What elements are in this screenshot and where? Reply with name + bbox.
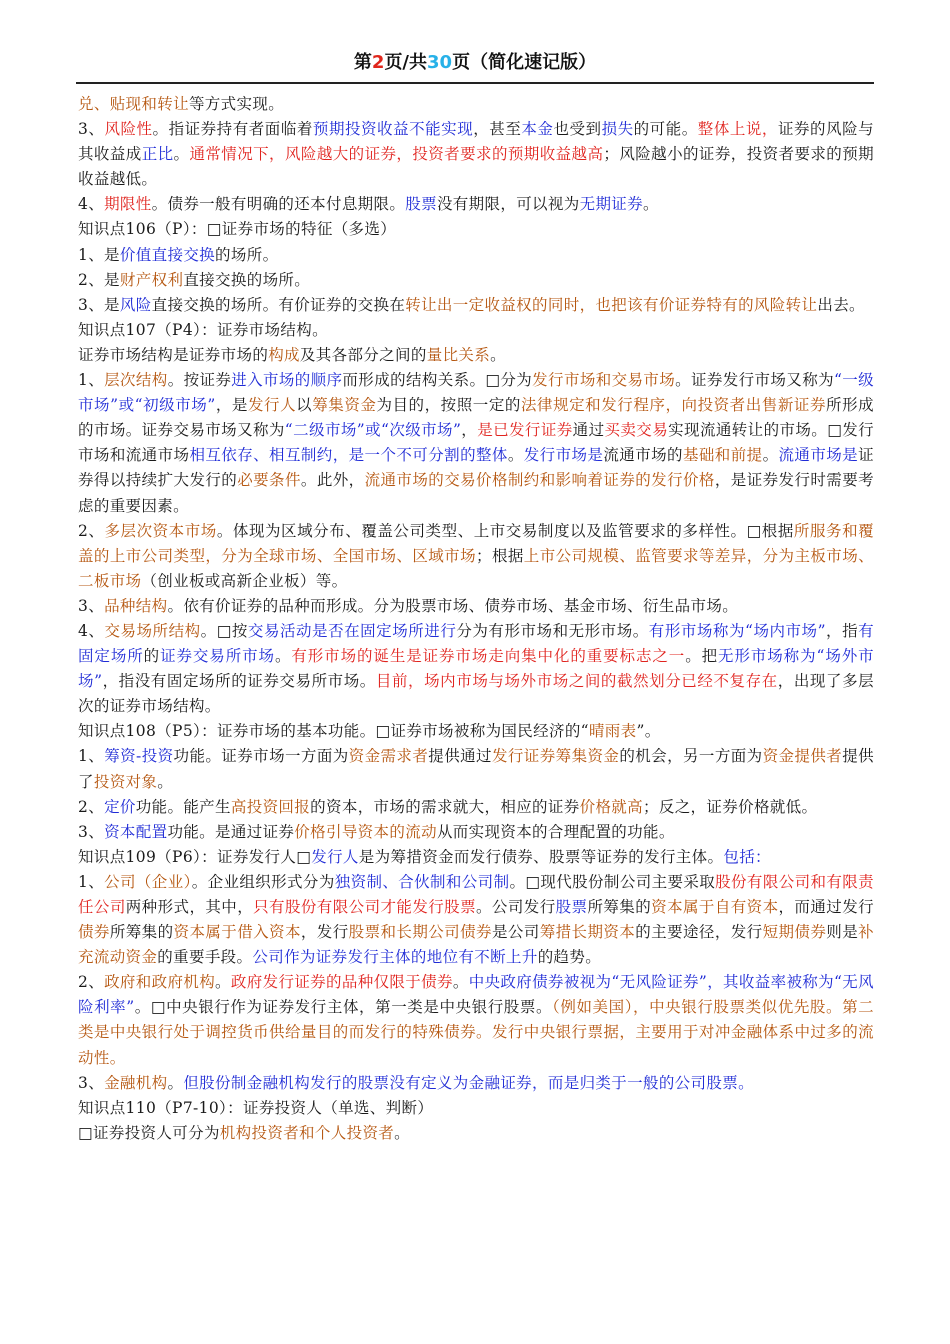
paragraph bbox=[78, 117, 874, 192]
text-run: 价值直接交换 bbox=[119, 245, 216, 264]
text-run: 有形市场的诞生是证券市场走向集中化的重要标志之一 bbox=[291, 647, 686, 666]
text-run: 的资本，市场的需求就大，相应的证券 bbox=[310, 797, 580, 816]
paragraph bbox=[78, 519, 874, 594]
text-run: 功能。是通过证券 bbox=[167, 822, 295, 841]
text-run: 为目的，按照一定的 bbox=[376, 396, 521, 415]
text-run: ，是证券发行时需要考虑的重要因素。 bbox=[78, 471, 874, 515]
text-run: 无形市场称为“场外市场” bbox=[78, 647, 874, 691]
text-run: 。 bbox=[507, 446, 524, 465]
text-run: 也受到 bbox=[553, 120, 602, 139]
text-run: 出去。 bbox=[817, 295, 865, 314]
text-run: 的趋势。 bbox=[537, 948, 602, 967]
paragraph bbox=[78, 719, 874, 744]
text-run: 证券市场结构是证券市场的 bbox=[78, 345, 269, 364]
text-run: 直接交换的场所。 bbox=[183, 270, 311, 289]
text-run: 流通市场的交易价格制约和影响着证券的发行价格 bbox=[364, 471, 715, 490]
text-run: 的场所。 bbox=[215, 245, 279, 264]
text-run: “二级市场”或“次级市场” bbox=[284, 421, 462, 440]
text-run: 晴雨表 bbox=[588, 722, 637, 741]
text-run: 直接交换的场所。有价证券的交换在 bbox=[151, 295, 406, 314]
text-run: 以 bbox=[296, 396, 313, 415]
text-run: “一级市场”或“初级市场” bbox=[78, 371, 875, 415]
text-run: 筹集资金 bbox=[312, 396, 377, 415]
text-run: 转让出一定收益权的同时，也把该有价证券特有的风险转让 bbox=[405, 295, 818, 314]
text-run: 功能。能产生 bbox=[135, 797, 231, 816]
text-run: 知识点110（P7-10）：证券投资人（单选、判断） bbox=[78, 1098, 434, 1117]
paragraph bbox=[78, 243, 874, 268]
text-run: 层次结构 bbox=[104, 371, 168, 390]
text-run: 。此外， bbox=[300, 471, 365, 490]
text-run: 3、 bbox=[78, 1073, 105, 1092]
text-run: ，出现了多层次的证券市场结构。 bbox=[78, 672, 874, 716]
text-run: 等方式实现。 bbox=[188, 95, 285, 113]
text-run: 知识点108（P5）：证券市场的基本功能。□证券市场被称为国民经济的“ bbox=[78, 722, 589, 741]
text-run: 无期证券 bbox=[579, 195, 643, 214]
text-run: 短期债券 bbox=[762, 923, 827, 942]
text-run: 机构投资者和个人投资者 bbox=[219, 1123, 395, 1142]
text-run: 股票 bbox=[555, 898, 588, 916]
text-run: 所形成的市场。证券交易市场又称为 bbox=[78, 396, 874, 440]
text-run: 1、 bbox=[78, 371, 105, 390]
text-run: 股票 bbox=[405, 195, 437, 214]
text-run: 两种形式，其中， bbox=[125, 898, 254, 916]
text-run: 是公司 bbox=[491, 923, 540, 942]
text-run: 交易活动是否在固定场所进行 bbox=[247, 621, 457, 640]
text-run: 股份有限公司和有限责任公司 bbox=[78, 872, 874, 916]
text-run: 高投资回报 bbox=[230, 797, 311, 816]
text-run: 。 bbox=[157, 772, 174, 791]
text-run: 1、 bbox=[78, 747, 105, 766]
text-run: 筹措长期资本 bbox=[539, 923, 636, 942]
text-run: 则是 bbox=[826, 923, 859, 942]
text-run: 4、 bbox=[78, 621, 105, 640]
text-run: 所筹集的 bbox=[587, 898, 652, 916]
text-run: 资本配置 bbox=[104, 822, 168, 841]
text-run: 政府发行证券的品种仅限于债券 bbox=[230, 973, 453, 992]
text-run: 。指证券持有者面临着 bbox=[152, 120, 313, 139]
text-run: 财产权利 bbox=[119, 270, 184, 289]
text-run: 包括： bbox=[723, 847, 771, 866]
text-run: 本金 bbox=[521, 120, 554, 139]
text-run: 。 bbox=[762, 446, 779, 465]
paragraph bbox=[78, 192, 874, 217]
header-middle: 页/共 bbox=[384, 52, 428, 73]
text-run: 。□中央银行作为证券发行主体，第一类是中央银行股票。 bbox=[134, 998, 553, 1017]
paragraph bbox=[78, 619, 874, 719]
text-run: 。企业组织形式分为 bbox=[191, 872, 335, 891]
paragraph bbox=[78, 744, 874, 794]
text-run: 筹资-投资 bbox=[104, 747, 174, 766]
text-run: 所筹集的 bbox=[109, 923, 174, 942]
text-run: 通过 bbox=[572, 421, 605, 440]
text-run: 。公司发行 bbox=[476, 898, 556, 916]
paragraph bbox=[78, 594, 874, 619]
text-run: 流通市场的 bbox=[603, 446, 683, 465]
document-body bbox=[78, 92, 874, 1146]
text-run: 资本属于自有资本 bbox=[651, 898, 779, 916]
text-run: 交易场所结构 bbox=[104, 621, 201, 640]
text-run: 的重要手段。 bbox=[157, 948, 253, 967]
paragraph bbox=[78, 870, 874, 970]
text-run: 证券的风险与其收益成 bbox=[78, 120, 874, 164]
text-run: 公司（企业） bbox=[104, 872, 192, 891]
text-run: ”。 bbox=[636, 722, 661, 741]
text-run: 债券 bbox=[78, 923, 110, 942]
text-run: ；风险越小的证券，投资者要求的预期收益越低。 bbox=[78, 145, 874, 189]
text-run: 资金提供者 bbox=[762, 747, 843, 766]
text-run: ， bbox=[461, 421, 478, 440]
text-run: 正比 bbox=[141, 145, 174, 164]
text-run: 2、 bbox=[78, 973, 105, 992]
text-run: 的主要途径，发行 bbox=[635, 923, 763, 942]
text-run: 品种结构 bbox=[104, 596, 168, 615]
text-run: 。 bbox=[394, 1123, 411, 1142]
total-page-number: 30 bbox=[427, 52, 453, 73]
text-run: 发行人 bbox=[247, 396, 297, 415]
text-run: 中央政府债券被视为“无风险证券”，其收益率被称为“无风险利率” bbox=[78, 973, 874, 1017]
text-run: 价格就高 bbox=[579, 797, 643, 816]
text-run: 是为筹措资金而发行债券、股票等证券的发行主体。 bbox=[358, 847, 724, 866]
text-run: 投资对象 bbox=[93, 772, 158, 791]
text-run: 。按证券 bbox=[167, 371, 232, 390]
text-run: 1、 bbox=[78, 872, 105, 891]
text-run: 。 bbox=[215, 973, 231, 992]
text-run: 所服务和覆盖的上市公司类型，分为全球市场、全国市场、区域市场 bbox=[78, 521, 874, 565]
text-run: 是已发行证券 bbox=[477, 421, 573, 440]
paragraph bbox=[78, 845, 874, 870]
text-run: 2、 bbox=[78, 521, 105, 540]
text-run: 风险性 bbox=[104, 120, 153, 139]
text-run: 。 bbox=[452, 973, 469, 992]
text-run: 风险 bbox=[119, 295, 152, 314]
text-run: 。 bbox=[274, 647, 292, 666]
text-run: 只有股份有限公司才能发行股票 bbox=[253, 898, 477, 916]
paragraph bbox=[78, 293, 874, 318]
text-run: ，发行 bbox=[300, 923, 349, 942]
text-run: ，而通过发行 bbox=[778, 898, 874, 916]
text-run: 必要条件 bbox=[237, 471, 301, 490]
text-run: 2、是 bbox=[78, 270, 120, 289]
text-run: 从而实现资本的合理配置的功能。 bbox=[436, 822, 675, 841]
text-run: 。依有价证券的品种而形成。分为股票市场、债券市场、基金市场、衍生品市场。 bbox=[167, 596, 739, 615]
text-run: 独资制、合伙制和公司制 bbox=[334, 872, 510, 891]
text-run: 预期投资收益不能实现 bbox=[312, 120, 474, 139]
text-run: 买卖交易 bbox=[604, 421, 669, 440]
text-run: 发行市场是 bbox=[523, 446, 604, 465]
text-run: 证券得以持续扩大发行的 bbox=[78, 446, 874, 490]
current-page-number: 2 bbox=[371, 52, 385, 73]
text-run: 政府和政府机构 bbox=[104, 973, 216, 992]
text-run: 但股份制金融机构发行的股票没有定义为金融证券，而是归类于一般的公司股票。 bbox=[183, 1073, 754, 1092]
text-run: 3、是 bbox=[78, 295, 120, 314]
text-run: ；根据 bbox=[476, 546, 524, 565]
text-run: 资金需求者 bbox=[348, 747, 429, 766]
text-run: 而形成的结构关系。□分为 bbox=[342, 371, 533, 390]
text-run: 基础和前提 bbox=[682, 446, 763, 465]
text-run: ，甚至 bbox=[473, 120, 522, 139]
text-run: 发行市场和交易市场 bbox=[532, 371, 676, 390]
text-run: 相互依存、相互制约，是一个不可分割的整体 bbox=[189, 446, 508, 465]
text-run: 。□现代股份制公司主要采取 bbox=[509, 872, 716, 891]
text-run: 价格引导资本的流动 bbox=[294, 822, 437, 841]
text-run: 。证券发行市场又称为 bbox=[675, 371, 834, 390]
text-run: 3、 bbox=[78, 822, 105, 841]
text-run: （创业板或高新企业板）等。 bbox=[141, 571, 348, 590]
text-run: 期限性 bbox=[104, 195, 152, 214]
text-run: 。 bbox=[490, 345, 506, 364]
text-run: 的机会，另一方面为 bbox=[619, 747, 763, 766]
text-run: 。债券一般有明确的还本付息期限。 bbox=[151, 195, 406, 214]
text-run: ，是 bbox=[215, 396, 248, 415]
text-run: 4、 bbox=[78, 195, 105, 214]
text-run: 知识点109（P6）：证券发行人□ bbox=[78, 847, 312, 866]
text-run: ；反之，证券价格就低。 bbox=[643, 797, 818, 816]
text-run: 上市公司规模、监管要求等差异，分为主板市场、二板市场 bbox=[78, 546, 874, 590]
paragraph bbox=[78, 795, 874, 820]
text-run: 资本属于借入资本 bbox=[173, 923, 301, 942]
paragraph bbox=[78, 92, 874, 117]
text-run: 发行人 bbox=[311, 847, 359, 866]
paragraph bbox=[78, 268, 874, 293]
paragraph bbox=[78, 318, 874, 343]
text-run: 分为有形市场和无形市场。 bbox=[456, 621, 649, 640]
text-run: （例如美国），中央银行股票类似优先股。第二类是中央银行处于调控货币供给量目的而发行的特殊债券。发行中央银行票据，主要用于对冲金融体系中过多的流动性。 bbox=[78, 998, 875, 1067]
text-run: 补充流动资金 bbox=[78, 923, 874, 967]
text-run: 。□按 bbox=[200, 621, 248, 640]
text-run: 发行证券筹集资金 bbox=[491, 747, 620, 766]
text-run: 知识点106（P）：□证券市场的特征（多选） bbox=[78, 220, 397, 239]
text-run: 3、 bbox=[78, 120, 105, 139]
text-run: 证券交易所市场 bbox=[160, 647, 275, 666]
paragraph bbox=[78, 820, 874, 845]
text-run: □证券投资人可分为 bbox=[78, 1123, 220, 1142]
text-run: 通常情况下，风险越大的证券，投资者要求的预期收益越高 bbox=[189, 145, 604, 164]
paragraph bbox=[78, 368, 874, 519]
text-run: 2、 bbox=[78, 797, 105, 816]
text-run: 整体上说， bbox=[697, 120, 778, 139]
text-run: 。 bbox=[167, 1073, 184, 1092]
paragraph bbox=[78, 970, 874, 1070]
text-run: 。 bbox=[173, 145, 190, 164]
text-run: 多层次资本市场 bbox=[104, 521, 217, 540]
text-run: 知识点107（P4）：证券市场结构。 bbox=[78, 320, 328, 339]
header-suffix: 页（简化速记版） bbox=[452, 52, 597, 73]
text-run: 有形市场称为“场内市场” bbox=[648, 621, 826, 640]
text-run: 兑、贴现和转让 bbox=[78, 95, 189, 113]
paragraph bbox=[78, 1096, 874, 1121]
text-run: 金融机构 bbox=[104, 1073, 168, 1092]
text-run: 的 bbox=[143, 647, 161, 666]
text-run: 。 bbox=[643, 195, 659, 214]
text-run: 。体现为区域分布、覆盖公司类型、上市交易制度以及监管要求的多样性。□根据 bbox=[216, 521, 794, 540]
text-run: 股票和长期公司债券 bbox=[348, 923, 492, 942]
text-run: 构成 bbox=[268, 345, 300, 364]
text-run: 提供了 bbox=[78, 747, 874, 791]
text-run: ，指没有固定场所的证券交易所市场。 bbox=[102, 672, 376, 691]
text-run: 没有期限，可以视为 bbox=[436, 195, 580, 214]
header-prefix: 第 bbox=[353, 52, 372, 73]
text-run: 进入市场的顺序 bbox=[231, 371, 343, 390]
paragraph bbox=[78, 217, 874, 242]
text-run: 公司作为证券发行主体的地位有不断上升 bbox=[252, 948, 538, 967]
page-header bbox=[76, 44, 874, 84]
text-run: 3、 bbox=[78, 596, 105, 615]
paragraph bbox=[78, 1121, 874, 1146]
text-run: 量比关系 bbox=[426, 345, 491, 364]
text-run: 流通市场是 bbox=[778, 446, 859, 465]
text-run: 损失 bbox=[601, 120, 634, 139]
text-run: 及其各部分之间的 bbox=[299, 345, 427, 364]
text-run: 定价 bbox=[104, 797, 136, 816]
text-run: 1、是 bbox=[78, 245, 120, 264]
text-run: 的可能。 bbox=[633, 120, 698, 139]
text-run: 法律规定和发行程序，向投资者出售新证券 bbox=[520, 396, 827, 415]
text-run: 。把 bbox=[685, 647, 719, 666]
text-run: 实现流通转让的市场。□发行市场和流通市场 bbox=[78, 421, 875, 465]
text-run: 功能。证券市场一方面为 bbox=[173, 747, 349, 766]
paragraph bbox=[78, 1071, 874, 1096]
text-run: 有固定场所 bbox=[78, 621, 874, 666]
text-run: 提供通过 bbox=[428, 747, 492, 766]
text-run: 目前，场内市场与场外市场之间的截然划分已经不复存在 bbox=[375, 672, 778, 691]
paragraph bbox=[78, 343, 874, 368]
text-run: ，指 bbox=[825, 621, 859, 640]
